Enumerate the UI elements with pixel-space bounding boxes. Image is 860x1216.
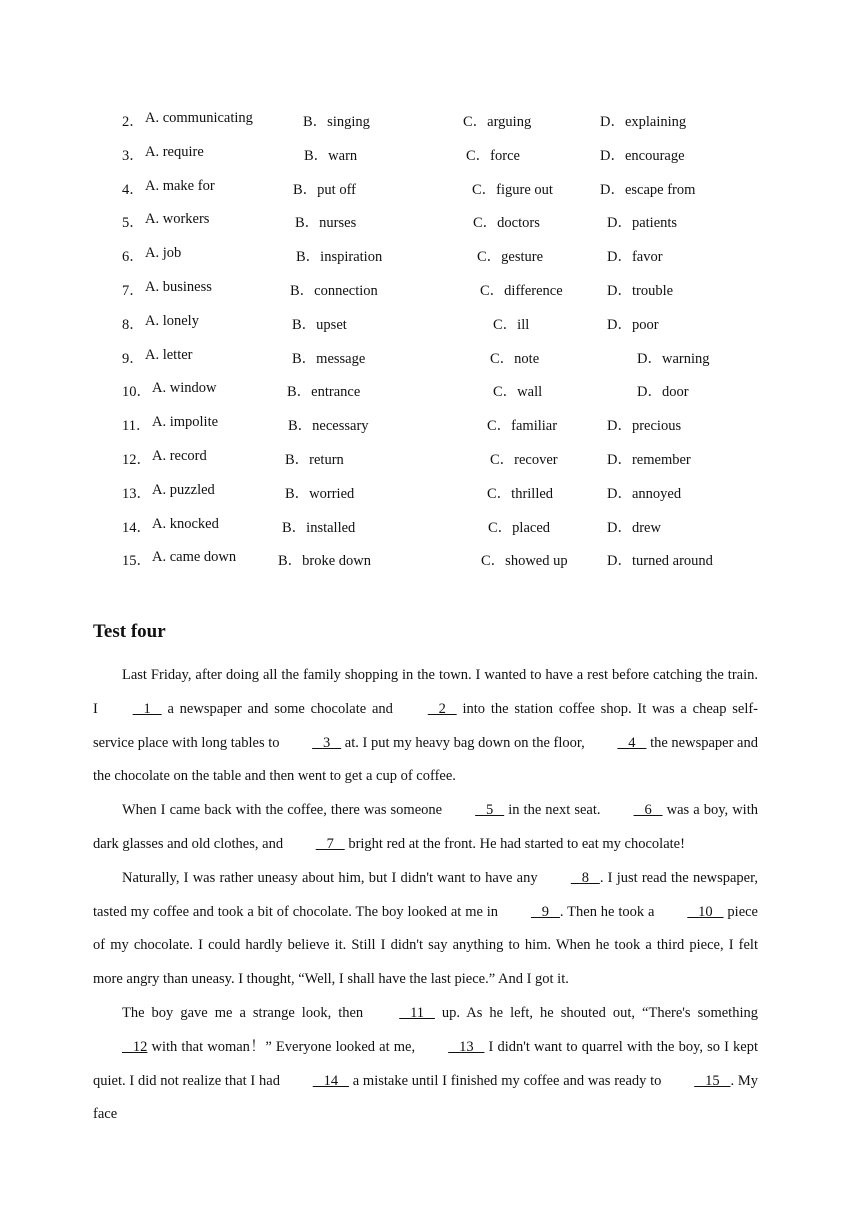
option-row [0,211,860,245]
option-b: B．necessary [288,418,369,435]
option-d: D．favor [607,249,663,266]
option-c: C．note [490,350,540,367]
passage-paragraph [93,659,758,794]
option-row [0,347,860,381]
question-number: 9． [122,350,144,367]
option-c: C．placed [488,519,551,536]
option-a: A. make for [145,177,215,194]
option-row [0,482,860,516]
options-list [0,110,860,583]
passage-text: up. As he left, he shouted out, “There's something [434,1004,758,1021]
option-a: A. letter [145,346,193,363]
passage-text: with that woman！” Everyone looked at me, [147,1038,420,1055]
option-a: A. business [145,278,212,295]
answer-blank: 7 [315,835,345,852]
passage-text: Last Friday, after doing all the family shopping in the town. I wanted to have a rest before catching the train. I [93,667,758,717]
answer-blank: 14 [312,1072,349,1089]
option-b: B．inspiration [296,249,383,266]
passage-text: . Then he took a [559,903,659,920]
option-row [0,414,860,448]
answer-blank: 2 [427,700,457,717]
passage [93,659,758,1132]
answer-blank: 3 [312,734,342,751]
passage-text: into the station coffee shop. It was a cheap self-service place with long tables to [93,700,759,751]
option-b: B．upset [292,316,347,333]
option-row [0,279,860,313]
option-c: C．wall [493,384,543,401]
option-row [0,380,860,414]
answer-blank: 1 [132,700,162,717]
option-a: A. lonely [145,312,199,329]
option-row [0,110,860,144]
option-c: C．recover [490,451,558,468]
passage-text: at. I put my heavy bag down on the floor, [341,734,589,751]
question-number: 13． [122,485,151,502]
option-d: D．explaining [600,114,687,130]
option-c: C．showed up [481,553,568,570]
answer-blank: 6 [633,802,663,819]
option-a: A. job [145,245,182,262]
option-row [0,448,860,482]
option-d: D．encourage [600,147,685,164]
option-row [0,549,860,583]
option-a: A. record [152,447,207,464]
passage-text: I didn't want to quarrel with the boy, so I kept quiet. I did not realize that I had [93,1038,759,1089]
passage-text: . My face [93,1072,758,1123]
option-c: C．doctors [473,215,540,232]
section-title: Test four [93,621,166,642]
option-d: D．turned around [607,553,713,570]
passage-text: bright red at the front. He had started to eat my chocolate! [344,835,685,852]
option-a: A. impolite [152,414,219,431]
passage-text: When I came back with the coffee, there was someone [122,802,447,819]
option-row [0,178,860,212]
option-c: C．thrilled [487,485,554,502]
option-c: C．figure out [472,181,553,198]
option-a: A. came down [152,549,237,566]
option-c: C．ill [493,316,530,333]
option-b: B．warn [304,147,358,164]
question-number: 14． [122,519,151,536]
option-c: C．familiar [487,418,558,435]
option-b: B．installed [282,519,356,536]
answer-blank: 11 [399,1004,435,1021]
option-b: B．nurses [295,215,357,232]
answer-blank: 5 [475,802,505,819]
option-row [0,144,860,178]
question-number: 11． [122,418,151,435]
option-d: D．patients [607,215,678,232]
option-b: B．put off [293,181,356,198]
option-d: D．escape from [600,181,696,198]
option-row [0,245,860,279]
question-number: 6． [122,249,144,266]
passage-text: a mistake until I finished my coffee and was ready to [348,1072,666,1089]
answer-blank: 13 [448,1038,485,1055]
option-row [0,516,860,550]
option-d: D．door [637,384,689,401]
option-c: C．difference [480,282,563,299]
answer-blank: 15 [694,1072,731,1089]
answer-blank: 12 [122,1038,148,1055]
option-row [0,313,860,347]
passage-paragraph [93,862,758,997]
passage-text: the newspaper and the chocolate on the table and then went to get a cup of coffee. [93,734,758,785]
question-number: 3． [122,147,144,164]
option-a: A. puzzled [152,481,215,498]
option-b: B．connection [290,282,378,299]
question-number: 10． [122,384,151,401]
option-d: D．poor [607,316,659,333]
passage-paragraph [93,794,758,862]
option-a: A. knocked [152,515,219,532]
passage-text: a newspaper and some chocolate and [161,700,399,717]
passage-text: was a boy, with dark glasses and old clothes, and [93,802,758,852]
answer-blank: 8 [570,869,600,886]
answer-blank: 4 [617,734,647,751]
option-b: B．worried [285,485,355,502]
option-d: D．precious [607,418,682,435]
option-c: C．arguing [463,114,532,130]
option-d: D．annoyed [607,485,682,502]
option-d: D．remember [607,451,691,468]
option-b: B．singing [303,114,370,130]
option-d: D．warning [637,350,710,367]
question-number: 4． [122,181,144,198]
passage-text: in the next seat. [504,802,605,819]
answer-blank: 9 [530,903,560,920]
option-c: C．force [466,147,520,164]
passage-text: piece of my chocolate. I could hardly believe it. Still I didn't say anything to him. When he took a third piece, I felt more angry than uneasy. I thought, “Well, I shall have the last piece.” And I got it. [93,903,758,988]
passage-text: The boy gave me a strange look, then [122,1004,371,1021]
option-c: C．gesture [477,249,544,266]
option-d: D．drew [607,519,661,536]
question-number: 5． [122,215,144,232]
question-number: 12． [122,451,151,468]
option-b: B．return [285,451,344,468]
passage-paragraph [93,997,758,1132]
option-a: A. require [145,143,204,160]
answer-blank: 10 [687,903,724,920]
question-number: 2． [122,114,144,130]
passage-text: Naturally, I was rather uneasy about him, but I didn't want to have any [122,869,542,886]
question-number: 8． [122,316,144,333]
passage-text: . I just read the newspaper, tasted my coffee and took a bit of chocolate. The boy looked at me in [93,869,758,920]
option-d: D．trouble [607,282,674,299]
question-number: 15． [122,553,151,570]
option-b: B．broke down [278,553,372,570]
option-b: B．message [292,350,366,367]
option-a: A. communicating [145,110,253,126]
option-a: A. window [152,380,217,397]
question-number: 7． [122,282,144,299]
option-b: B．entrance [287,384,361,401]
option-a: A. workers [145,211,210,228]
